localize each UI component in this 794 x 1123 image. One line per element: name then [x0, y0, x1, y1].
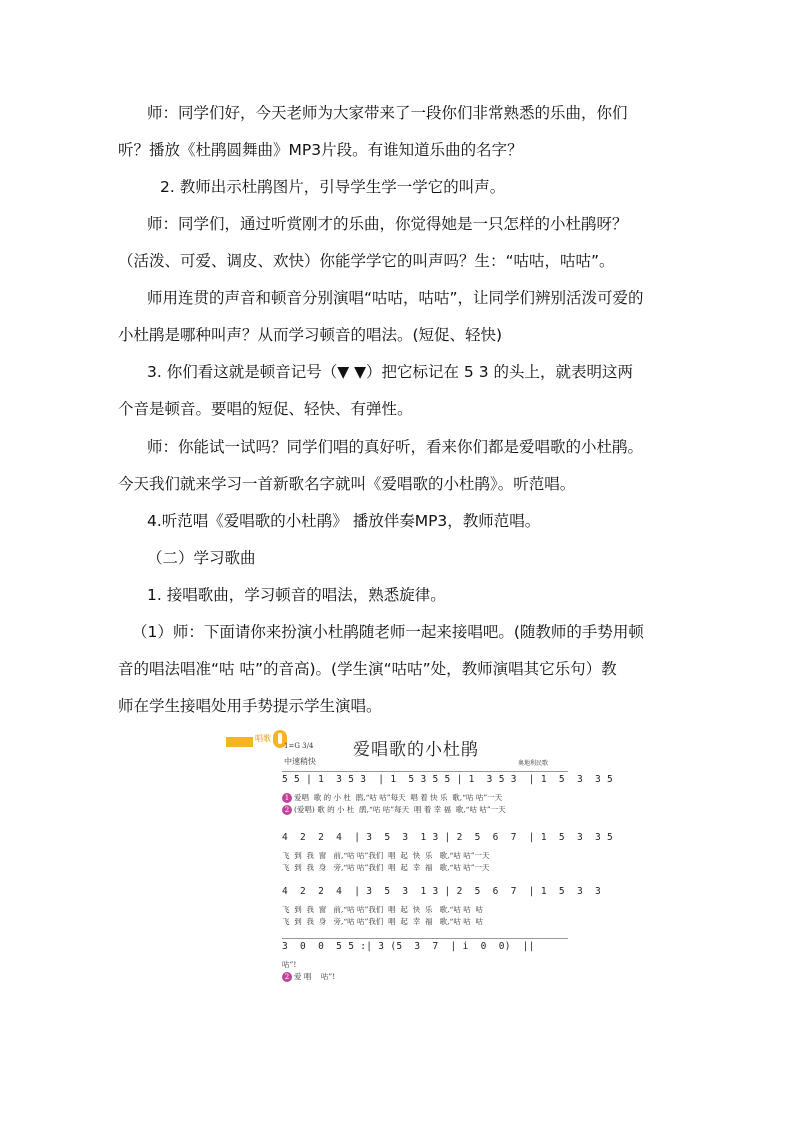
verse-number-badge: 2	[282, 972, 292, 982]
staff-line	[282, 771, 568, 772]
lyric-text: 咕”!	[282, 960, 297, 969]
lyric-text: 爱唱 歌 的 小 杜 鹃,“咕 咕”每天 唱 着 快 乐 歌,“咕 咕”一天	[294, 793, 503, 802]
paragraph-text: （活泼、可爱、调皮、欢快）你能学学它的叫声吗？生：“咕咕，咕咕”。	[118, 252, 615, 270]
lyric-line	[282, 804, 506, 815]
lyric-line	[282, 971, 335, 982]
lyric-line	[282, 959, 296, 970]
paragraph-text: 师：同学们好，今天老师为大家带来了一段你们非常熟悉的乐曲，你们	[147, 104, 628, 122]
lyric-line	[282, 862, 490, 873]
lyric-line	[282, 792, 502, 803]
lyric-text: 飞 到 我 身 旁,“咕 咕”我们 唱 起 幸 福 歌,“咕 咕”一天	[282, 863, 490, 872]
staff-line	[282, 938, 568, 939]
lyric-text: 飞 到 我 窗 前,“咕 咕”我们 唱 起 快 乐 歌,“咕 咕”一天	[282, 851, 490, 860]
lyric-text: 爱 唱 咕”!	[294, 972, 336, 981]
score-tempo: 中速稍快	[284, 757, 316, 766]
song-title: 爱唱歌的小杜鹃	[353, 740, 479, 760]
paragraph-text: 师：你能试一试吗？同学们唱的真好听，看来你们都是爱唱歌的小杜鹃。	[147, 438, 644, 456]
song-origin: 奥地利民歌	[518, 760, 549, 767]
verse-number-badge: 1	[282, 793, 292, 803]
lesson-badge	[226, 737, 253, 747]
paragraph-text: 2. 教师出示杜鹃图片，引导学生学一学它的叫声。	[160, 178, 506, 196]
paragraph-text: （二）学习歌曲	[147, 549, 256, 567]
paragraph-text: 听？播放《杜鹃圆舞曲》MP3片段。有谁知道乐曲的名字？	[118, 141, 523, 159]
paragraph-text: 今天我们就来学习一首新歌名字就叫《爱唱歌的小杜鹃》。听范唱。	[118, 475, 576, 493]
paragraph-text: 音的唱法唱准“咕 咕”的音高)。(学生演“咕咕”处，教师演唱其它乐句）教	[118, 660, 617, 678]
paragraph-text: （1）师：下面请你来扮演小杜鹃随老师一起来接唱吧。(随教师的手势用顿	[132, 623, 644, 641]
notation-line: 3 0 0 5 5 :| 3 (5 3 7 | i 0 0) ||	[282, 941, 535, 952]
lyric-text: 飞 到 我 身 旁,“咕 咕”我们 唱 起 幸 福 歌,“咕 咕 咕	[282, 917, 483, 926]
paragraph-text: 师用连贯的声音和顿音分别演唱“咕咕，咕咕”，让同学们辨别活泼可爱的	[147, 289, 644, 307]
score-key-signature: 1=G 3/4	[284, 742, 314, 750]
lesson-badge-label: 唱歌	[255, 734, 271, 743]
lyric-text: 飞 到 我 窗 前,“咕 咕”我们 唱 起 快 乐 歌,“咕 咕 咕	[282, 905, 483, 914]
notation-line: 4 2 2 4 | 3 5 3 1 3 | 2 5 6 7 | 1 5 3 3 5	[282, 832, 614, 843]
paragraph-text: 4.听范唱《爱唱歌的小杜鹃》 播放伴奏MP3，教师范唱。	[147, 512, 541, 530]
paragraph-text: 个音是顿音。要唱的短促、轻快、有弹性。	[118, 400, 413, 418]
notation-line: 5 5 | 1 3 5 3 | 1 5 3 5 5 | 1 3 5 3 | 1 5 3 3 5	[282, 774, 614, 785]
paragraph-text: 师在学生接唱处用手势提示学生演唱。	[118, 697, 382, 715]
paragraph-text: 3. 你们看这就是顿音记号（▼ ▼）把它标记在 5 3 的头上，就表明这两	[147, 363, 633, 381]
sheet-music-figure	[226, 728, 614, 990]
lyric-line	[282, 904, 483, 915]
lyric-text: (爱唱) 歌 的 小 杜 鹃,“咕 咕”每天 唱 着 幸 福 歌,“咕 咕”一天	[294, 805, 506, 814]
paragraph-text: 师：同学们，通过听赏刚才的乐曲，你觉得她是一只怎样的小杜鹃呀？	[147, 215, 628, 233]
verse-number-badge: 2	[282, 805, 292, 815]
lyric-line	[282, 916, 483, 927]
lyric-line	[282, 850, 490, 861]
notation-line: 4 2 2 4 | 3 5 3 1 3 | 2 5 6 7 | 1 5 3 3	[282, 886, 602, 897]
paragraph-text: 1. 接唱歌曲，学习顿音的唱法，熟悉旋律。	[147, 586, 446, 604]
paragraph-text: 小杜鹃是哪种叫声？从而学习顿音的唱法。(短促、轻快)	[118, 326, 503, 344]
